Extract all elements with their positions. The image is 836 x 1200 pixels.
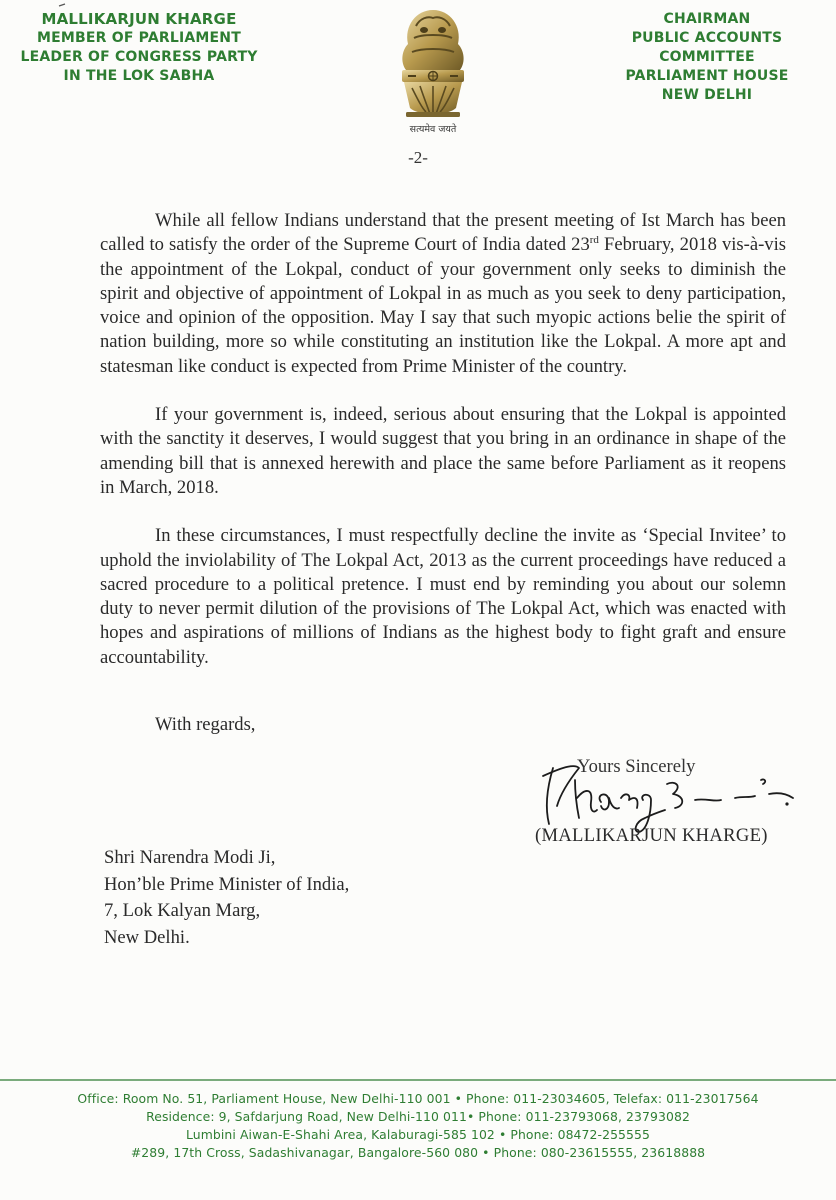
- recipient-street: 7, Lok Kalyan Marg,: [104, 900, 261, 921]
- page-number: -2-: [408, 148, 428, 167]
- paragraph-1-text-a: While all fellow Indians understand that the present meeting of Ist March has been called to satisfy the order of the Supreme Court of India dated 23: [100, 210, 786, 256]
- footer-divider: [0, 1079, 836, 1081]
- office-title: CHAIRMAN: [663, 11, 751, 27]
- emblem-motto: सत्यमेव जयते: [409, 124, 457, 135]
- committee-name: PUBLIC ACCOUNTS COMMITTEE: [631, 30, 783, 65]
- paragraph-1-text-b: February, 2018 vis-à-vis the appointment of the Lokpal, conduct of your government only seeks to diminish the spirit and objective of appointment of Lokpal in as much as you seek to deny participation, voice and opinion of the opposition. May I say that such myopic actions belie the spirit of nation building, more so while constituting an institution like the Lokpal. A more apt and statesman like conduct is expected from Prime Minister of the country.: [100, 234, 787, 377]
- sender-name: MALLIKARJUN KHARGE: [41, 10, 237, 28]
- letter-body: [100, 209, 786, 694]
- footer-residence-address: Residence: 9, Safdarjung Road, New Delhi-110 011• Phone: 011-23793068, 23793082: [146, 1109, 690, 1124]
- recipient-title: Hon’ble Prime Minister of India,: [104, 873, 350, 895]
- letterhead-right: [592, 10, 822, 105]
- recipient-name: Shri Narendra Modi Ji,: [104, 847, 276, 868]
- office-location-1: PARLIAMENT HOUSE: [625, 68, 789, 84]
- letterhead-footer: [0, 1090, 836, 1162]
- sender-title-1: MEMBER OF PARLIAMENT: [37, 30, 241, 46]
- footer-kalaburagi-address: Lumbini Aiwan-E-Shahi Area, Kalaburagi-585 102 • Phone: 08472-255555: [186, 1127, 650, 1142]
- letterhead-left: [14, 10, 264, 86]
- footer-bangalore-address: #289, 17th Cross, Sadashivanagar, Bangalore-560 080 • Phone: 080-23615555, 23618888: [130, 1145, 706, 1160]
- paragraph-3: In these circumstances, I must respectfully decline the invite as ‘Special Invitee’ to uphold the inviolability of The Lokpal Act, 2013 as the current proceedings have reduced a sacred procedure to a political pretence. I must end by reminding you about our solemn duty to never permit dilution of the provisions of The Lokpal Act, which was enacted with hopes and aspirations of millions of Indians as the highest body to fight graft and ensure accountability.: [100, 525, 786, 668]
- footer-office-address: Office: Room No. 51, Parliament House, New Delhi-110 001 • Phone: 011-23034605, Telefax: 011-23017564: [77, 1091, 759, 1106]
- closing-regards: With regards,: [155, 714, 256, 735]
- sender-title-3: IN THE LOK SABHA: [63, 68, 215, 84]
- closing-yours: Yours Sincerely: [577, 756, 696, 777]
- office-location-2: NEW DELHI: [661, 87, 753, 103]
- ordinal-suffix: rd: [589, 234, 599, 247]
- ink-mark: [58, 2, 66, 8]
- national-emblem-icon: [386, 4, 480, 140]
- signer-name: (MALLIKARJUN KHARGE): [535, 825, 768, 846]
- recipient-city: New Delhi.: [104, 926, 190, 948]
- recipient-address: [104, 845, 349, 951]
- paragraph-1: [100, 209, 786, 379]
- sender-title-2: LEADER OF CONGRESS PARTY: [20, 49, 258, 65]
- paragraph-2: If your government is, indeed, serious about ensuring that the Lokpal is appointed with the sanctity it deserves, I would suggest that you bring in an ordinance in shape of the amending bill that is annexed herewith and place the same before Parliament as it reopens in March, 2018.: [100, 404, 786, 498]
